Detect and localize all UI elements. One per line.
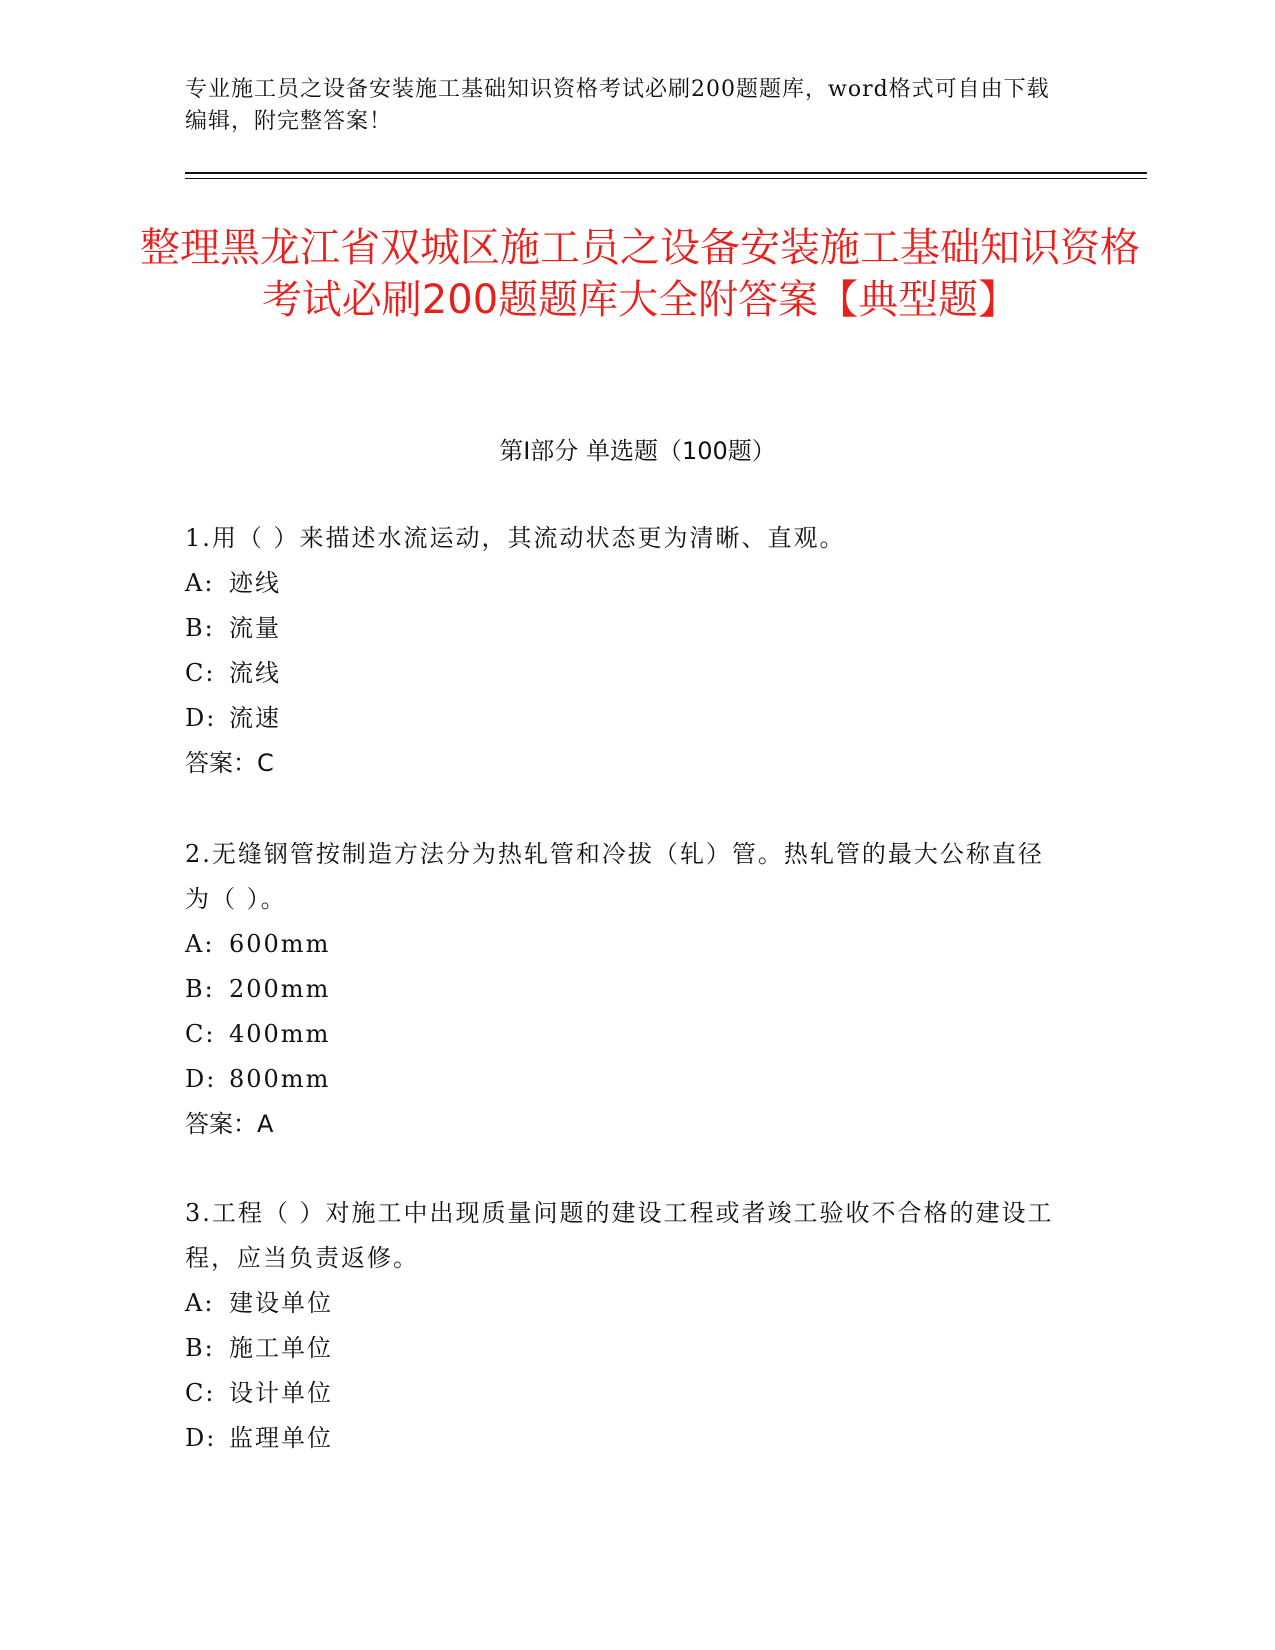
option-text: 400mm bbox=[229, 1020, 331, 1048]
option-text: 迹线 bbox=[229, 569, 281, 597]
option-key: D: bbox=[185, 704, 217, 732]
question-2 bbox=[185, 832, 1065, 1147]
option-d bbox=[185, 696, 1065, 741]
question-stem: 3.工程（ ）对施工中出现质量问题的建设工程或者竣工验收不合格的建设工程，应当负责返修。 bbox=[185, 1199, 1054, 1272]
option-key: A: bbox=[185, 930, 215, 958]
option-text: 设计单位 bbox=[229, 1379, 333, 1407]
question-answer: 答案：C bbox=[185, 749, 274, 777]
section-heading: 第Ⅰ部分 单选题（100题） bbox=[499, 437, 776, 465]
option-text: 监理单位 bbox=[229, 1424, 333, 1452]
option-text: 建设单位 bbox=[229, 1289, 333, 1317]
option-text: 600mm bbox=[229, 930, 331, 958]
option-b bbox=[185, 967, 1065, 1012]
option-text: 200mm bbox=[229, 975, 331, 1003]
option-text: 流速 bbox=[229, 704, 281, 732]
option-b bbox=[185, 606, 1065, 651]
option-a bbox=[185, 561, 1065, 606]
option-b bbox=[185, 1326, 1065, 1371]
option-key: D: bbox=[185, 1424, 217, 1452]
option-text: 800mm bbox=[229, 1065, 331, 1093]
header-note: 专业施工员之设备安装施工基础知识资格考试必刷200题题库，word格式可自由下载编辑，附完整答案！ bbox=[185, 77, 1050, 134]
option-key: B: bbox=[185, 614, 215, 642]
option-c bbox=[185, 1371, 1065, 1416]
option-key: C: bbox=[185, 659, 216, 687]
header-rule-thin bbox=[185, 178, 1147, 179]
question-answer: 答案：A bbox=[185, 1110, 274, 1138]
option-text: 流线 bbox=[229, 659, 281, 687]
header-rule-thick bbox=[185, 172, 1147, 174]
option-c bbox=[185, 651, 1065, 696]
option-key: C: bbox=[185, 1020, 216, 1048]
option-d bbox=[185, 1416, 1065, 1461]
option-d bbox=[185, 1057, 1065, 1102]
question-stem: 1.用（ ）来描述水流运动，其流动状态更为清晰、直观。 bbox=[185, 524, 846, 552]
option-a bbox=[185, 1281, 1065, 1326]
option-key: C: bbox=[185, 1379, 216, 1407]
option-key: B: bbox=[185, 975, 215, 1003]
option-c bbox=[185, 1012, 1065, 1057]
question-stem: 2.无缝钢管按制造方法分为热轧管和冷拔（轧）管。热轧管的最大公称直径为（ ）。 bbox=[185, 840, 1044, 913]
question-1 bbox=[185, 516, 1065, 786]
document-title: 整理黑龙江省双城区施工员之设备安装施工基础知识资格考试必刷200题题库大全附答案【典型题】 bbox=[140, 225, 1140, 323]
option-key: B: bbox=[185, 1334, 215, 1362]
option-key: D: bbox=[185, 1065, 217, 1093]
option-text: 施工单位 bbox=[229, 1334, 333, 1362]
option-text: 流量 bbox=[229, 614, 281, 642]
option-key: A: bbox=[185, 1289, 215, 1317]
option-a bbox=[185, 922, 1065, 967]
option-key: A: bbox=[185, 569, 215, 597]
question-3 bbox=[185, 1191, 1065, 1461]
